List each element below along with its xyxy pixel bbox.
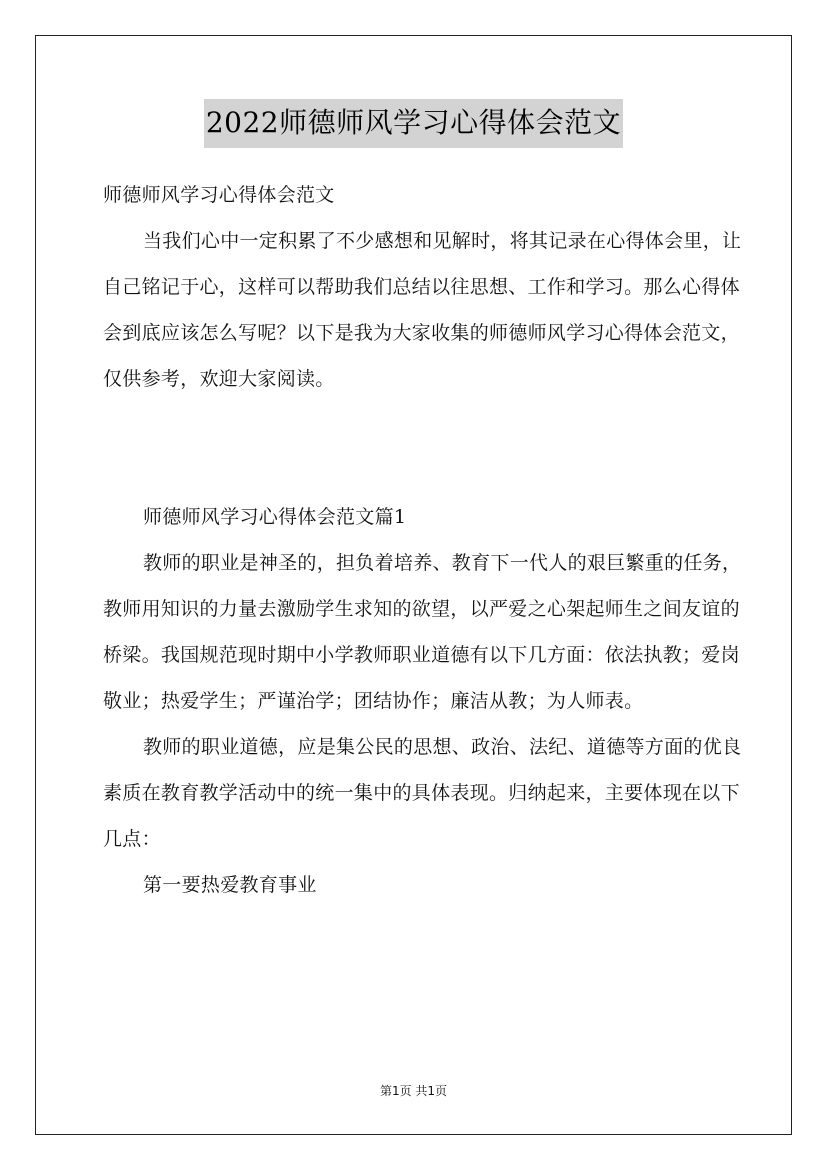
section-heading: 师德师风学习心得体会范文篇1 xyxy=(143,506,407,528)
body-paragraph-1: 教师的职业是神圣的，担负着培养、教育下一代人的艰巨繁重的任务，教师用知识的力量去激励学生求知的欲望，以严爱之心架起师生之间友谊的桥梁。我国规范现时期中小学教师职业道德有以下几方面：依法执教；爱岗敬业；热爱学生；严谨治学；团结协作；廉洁从教；为人师表。 xyxy=(103,552,742,712)
page-footer xyxy=(0,1082,827,1099)
document-title: 2022师德师风学习心得体会范文 xyxy=(204,99,623,148)
section-spacer xyxy=(103,402,743,494)
intro-paragraph: 当我们心中一定积累了不少感想和见解时，将其记录在心得体会里，让自己铭记于心，这样可以帮助我们总结以往思想、工作和学习。那么心得体会到底应该怎么写呢？以下是我为大家收集的师德师风学习心得体会范文，仅供参考，欢迎大家阅读。 xyxy=(103,230,742,390)
page-number: 第1页 共1页 xyxy=(379,1084,448,1098)
body-paragraph-2: 教师的职业道德，应是集公民的思想、政治、法纪、道德等方面的优良素质在教育教学活动中的统一集中的具体表现。归纳起来，主要体现在以下几点： xyxy=(103,736,742,850)
title-container xyxy=(0,99,827,148)
document-subtitle: 师德师风学习心得体会范文 xyxy=(103,184,335,206)
document-body xyxy=(103,172,743,908)
point-heading-1: 第一要热爱教育事业 xyxy=(143,874,317,896)
